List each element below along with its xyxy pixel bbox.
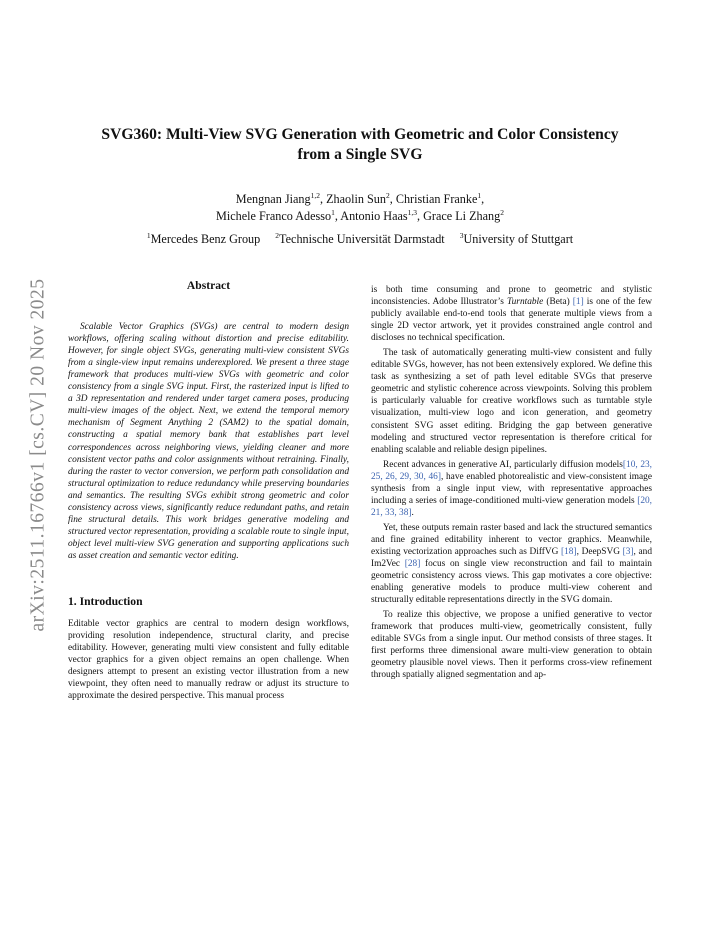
- author-affil-sup: 1: [477, 191, 482, 200]
- author-name: Michele Franco Adesso: [216, 209, 332, 223]
- citation-link[interactable]: [18]: [561, 546, 577, 557]
- arxiv-identifier: arXiv:2511.16766v1 [cs.CV] 20 Nov 2025: [27, 278, 48, 632]
- citation-link[interactable]: [1]: [572, 297, 584, 308]
- text-run: (Beta): [543, 297, 573, 308]
- author-line-1: [60, 191, 660, 208]
- affiliation-name: Technische Universität Darmstadt: [279, 232, 445, 246]
- affiliation-list: [60, 231, 660, 247]
- author-name: Grace Li Zhang: [423, 209, 501, 223]
- text-run: Turntable: [506, 297, 544, 308]
- intro-paragraph: The task of automatically generating multi-view consistent and fully editable SVGs, however, has not been extensively explored. We define this task as synthesizing a set of path level editable SVGs that preserve geometric and stylistic coherence across viewpoints. Solving this problem is particularly valuable for creative workflows such as turntable style visualization, multi-view logo and icon generation, and geometry consistent SVG asset editing. Bridging the gap between generative modeling and structured vector representation is therefore critical for enabling scalable and reliable design pipelines.: [371, 348, 652, 455]
- citation-link[interactable]: [28]: [404, 559, 421, 570]
- text-run: .: [411, 507, 414, 518]
- affiliation-name: Mercedes Benz Group: [150, 232, 261, 246]
- intro-paragraph: To realize this objective, we propose a unified generative to vector framework that produces multi-view, geometrically consistent, fully editable SVGs from a single input. Our method consists of three stages. It first performs three dimensional aware multi-view generation to obtain geometry plausible novel views. Then it performs cross-view refinement through spatially aligned segmentation and ap-: [371, 610, 652, 681]
- affiliation: [147, 232, 260, 246]
- author-name: Zhaolin Sun: [326, 192, 386, 206]
- affiliation: [275, 232, 444, 246]
- affiliation-sup: 2: [275, 231, 280, 240]
- text-run: , DeepSVG: [576, 546, 623, 557]
- author-name: Mengnan Jiang: [235, 192, 311, 206]
- intro-paragraph: [371, 284, 652, 344]
- author-list: [60, 191, 660, 225]
- paper-title: [60, 125, 660, 165]
- author-affil-sup: 1: [331, 208, 335, 217]
- text-run: Yet, these outputs remain raster based and lack the structured semantics and fine grained editability inherent to vector graphics. Meanwhile, existing vectorization approaches such as DiffVG: [371, 522, 652, 557]
- text-run: is one of the few publicly available end-to-end tools that generate multiple views from a single 2D vector artwork, yet it provides constrained angle control and discloses no technical specification.: [371, 297, 652, 344]
- affiliation-sup: 3: [459, 231, 464, 240]
- left-column: [68, 276, 349, 705]
- author-name: Antonio Haas: [340, 209, 408, 223]
- abstract-heading: Abstract: [186, 279, 231, 292]
- author-line-2: [60, 208, 660, 225]
- intro-paragraph: [371, 522, 652, 606]
- citation-link[interactable]: [3]: [622, 546, 634, 557]
- author-separator: ,: [389, 192, 396, 206]
- title-line-2: from a Single SVG: [297, 146, 423, 163]
- introduction-heading: 1. Introduction: [68, 594, 143, 608]
- abstract-text: Scalable Vector Graphics (SVGs) are central to modern design workflows, offering scaling without distortion and precise editability. However, for single object SVGs, generating multi-view consistent SVGs from a single-view input remains underexplored. We present a three stage framework that produces multi-view SVGs with geometric and color consistency from a single SVG input. First, the rasterized input is lifted to a 3D representation and rendered under target camera poses, producing multi-view images of the object. Next, we extend the temporal memory mechanism of Segment Anything 2 (SAM2) to the spatial domain, constructing a spatial memory bank that establishes part level correspondences across neighboring views, yielding cleaner and more consistent vector paths and color assignments without retraining. Finally, during the raster to vector conversion, we perform path consolidation and structural optimization to reduce redundancy while preserving boundaries and semantics. The resulting SVGs exhibit strong geometric and color consistency across views, significantly reduce redundant paths, and retain fine structural details. This work bridges generative modeling and structured vector representation, providing a scalable route to single input, object level multi-view SVG generation and supporting applications such as asset creation and semantic vector editing.: [68, 322, 349, 561]
- text-run: , have enabled photorealistic and view-consistent image synthesis from a single input view, with representative approaches including a series of image-conditioned multi-view generation models: [371, 471, 652, 506]
- author-name: Christian Franke: [395, 192, 478, 206]
- citation-link[interactable]: [10, 23, 25, 26, 29, 30, 46]: [371, 459, 653, 482]
- author-separator: ,: [319, 192, 327, 206]
- arxiv-sidebar: [18, 255, 58, 655]
- affiliation: [460, 232, 573, 246]
- intro-paragraph: [371, 459, 652, 519]
- text-run: focus on single view reconstruction and fail to maintain geometric consistency across views. This gap motivates a core objective: enabling generative models to produce multi-view coherent and structurally editable representations directly in the SVG domain.: [371, 559, 652, 606]
- author-separator: ,: [481, 192, 485, 206]
- text-run: Recent advances in generative AI, particularly diffusion models: [383, 459, 623, 470]
- author-affil-sup: 1,3: [407, 208, 417, 217]
- title-line-1: SVG360: Multi-View SVG Generation with Geometric and Color Consistency: [101, 126, 619, 143]
- citation-link[interactable]: [20, 21, 33, 38]: [371, 495, 652, 518]
- intro-paragraph: Editable vector graphics are central to modern design workflows, providing resolution independence, structural clarity, and precise editability. However, generating multi view consistent and fully editable vector graphics for a given object remains an open challenge. When designers attempt to present an existing vector illustration from a new viewpoint, they often need to manually redraw or adjust its structure to approximate the desired perspective. This manual process: [68, 619, 349, 702]
- author-affil-sup: 1,2: [310, 191, 320, 200]
- author-affil-sup: 2: [500, 208, 504, 217]
- text-run: is both time consuming and prone to geometric and stylistic inconsistencies. Adobe Illustrator’s: [371, 285, 652, 308]
- affiliation-sup: 1: [146, 231, 151, 240]
- author-separator: ,: [334, 209, 341, 223]
- affiliation-name: University of Stuttgart: [463, 232, 574, 246]
- right-column: [371, 284, 652, 685]
- author-separator: ,: [417, 209, 424, 223]
- text-run: , and Im2Vec: [371, 546, 652, 570]
- author-affil-sup: 2: [385, 191, 390, 200]
